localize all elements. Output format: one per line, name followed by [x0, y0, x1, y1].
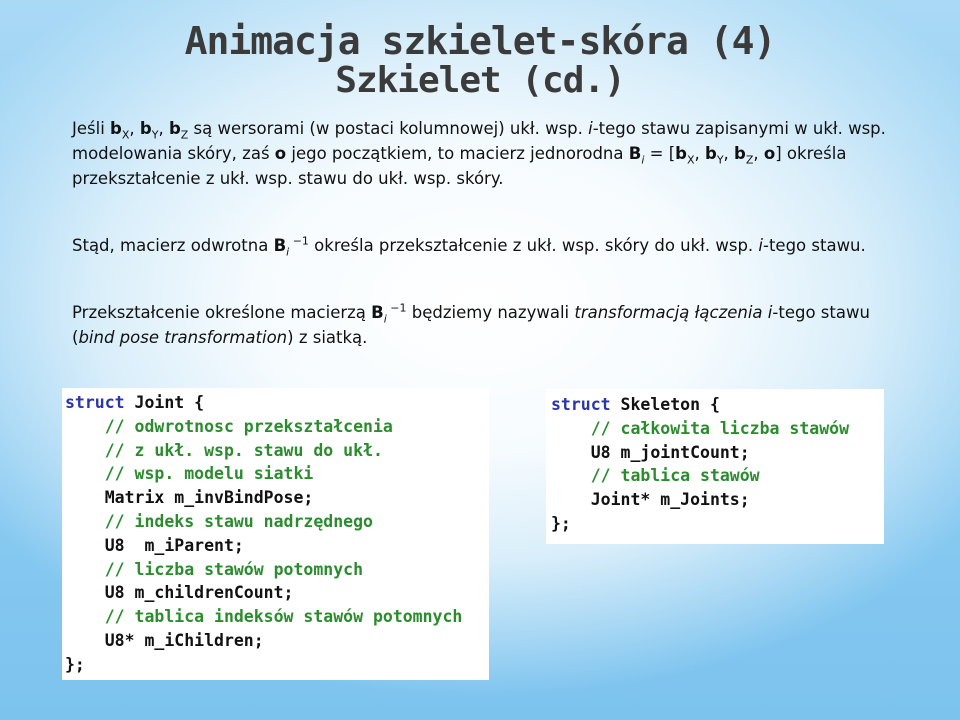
- code-line: };: [65, 654, 85, 674]
- code-line: };: [551, 513, 571, 533]
- term-italic-english: bind pose transformation: [78, 328, 288, 347]
- index-i: i: [588, 119, 593, 138]
- subscript: X: [121, 128, 130, 142]
- code-line: Matrix m_invBindPose;: [65, 488, 314, 508]
- vector-bz: b: [734, 144, 746, 163]
- code-comment: // całkowita liczba stawów: [551, 418, 850, 438]
- subscript: i: [286, 245, 290, 259]
- text-run: = [: [644, 144, 676, 163]
- text-run: ] określa przekształcenie z ukł. wsp. stawu do ukł. wsp. skóry.: [72, 144, 847, 188]
- text-run: -tego stawu (: [72, 303, 870, 347]
- vector-by: b: [139, 119, 152, 138]
- text-run: określa przekształcenie z ukł. wsp. skóry do ukł. wsp.: [308, 236, 759, 255]
- text-run: ,: [158, 119, 169, 138]
- text-run: -tego stawu.: [763, 236, 866, 255]
- matrix-B: B: [371, 303, 384, 322]
- vector-o: o: [763, 144, 776, 163]
- slide-title: [0, 19, 960, 101]
- code-comment: // indeks stawu nadrzędnego: [65, 511, 373, 531]
- slide-title-line2: Szkielet (cd.): [335, 60, 625, 101]
- index-i: i: [758, 236, 763, 255]
- subscript: i: [641, 153, 645, 167]
- text-run: Przekształcenie określone macierzą: [72, 303, 372, 322]
- subscript: Y: [716, 153, 724, 167]
- subscript: i: [383, 312, 387, 326]
- text-run: Jeśli: [72, 119, 111, 138]
- text-run: będziemy nazywali: [406, 303, 575, 322]
- text-run: Stąd, macierz odwrotna: [72, 236, 274, 255]
- text-run: ,: [129, 119, 140, 138]
- paragraph-wersory: [72, 116, 888, 191]
- code-keyword: struct: [551, 395, 611, 414]
- code-line: Skeleton {: [610, 395, 720, 414]
- term-italic: transformacją łączenia: [574, 303, 763, 322]
- code-line: U8* m_iChildren;: [65, 630, 264, 650]
- vector-bx: b: [110, 119, 122, 138]
- code-comment: // tablica indeksów stawów potomnych: [65, 607, 463, 627]
- index-i: i: [767, 303, 773, 322]
- code-lines: [65, 391, 489, 677]
- paragraph-bind-pose: [72, 300, 888, 350]
- text-run: -tego stawu zapisanymi w ukł. wsp. modelowania skóry, zaś: [72, 119, 886, 163]
- code-block-skeleton: [546, 389, 884, 544]
- text-run: ,: [753, 144, 764, 163]
- text-run: są wersorami (w postaci kolumnowej) ukł. wsp.: [188, 119, 589, 138]
- code-comment: // odwrotnosc przekształcenia: [65, 416, 393, 436]
- text-run: ) z siatką.: [287, 328, 368, 347]
- vector-by: b: [705, 144, 717, 163]
- code-keyword: struct: [65, 393, 125, 412]
- vector-bz: b: [168, 119, 181, 138]
- code-comment: // z ukł. wsp. stawu do ukł.: [65, 440, 383, 460]
- subscript: Z: [745, 153, 754, 167]
- text-run: jego początkiem, to macierz jednorodna: [286, 144, 629, 163]
- vector-bx: b: [675, 144, 687, 163]
- paragraph-odwrotna: [72, 233, 888, 258]
- code-comment: // wsp. modelu siatki: [65, 464, 314, 484]
- text-run: ,: [694, 144, 705, 163]
- superscript: −1: [289, 234, 309, 248]
- slide-title-line1: Animacja szkielet-skóra (4): [184, 19, 776, 63]
- vector-o: o: [274, 144, 287, 163]
- matrix-B: B: [273, 236, 287, 255]
- code-comment: // liczba stawów potomnych: [65, 559, 364, 579]
- subscript: Y: [151, 128, 159, 142]
- matrix-B: B: [628, 144, 642, 163]
- code-line: U8 m_jointCount;: [551, 442, 750, 462]
- code-line: Joint* m_Joints;: [551, 490, 750, 510]
- code-line: U8 m_childrenCount;: [65, 583, 294, 603]
- text-run: ,: [723, 144, 735, 163]
- subscript: Z: [180, 128, 189, 142]
- code-line: U8 m_iParent;: [65, 535, 244, 555]
- superscript: −1: [386, 301, 407, 315]
- subscript: X: [686, 153, 695, 167]
- code-block-joint: [62, 388, 489, 680]
- code-line: Joint {: [124, 393, 205, 412]
- code-comment: // tablica stawów: [551, 466, 760, 486]
